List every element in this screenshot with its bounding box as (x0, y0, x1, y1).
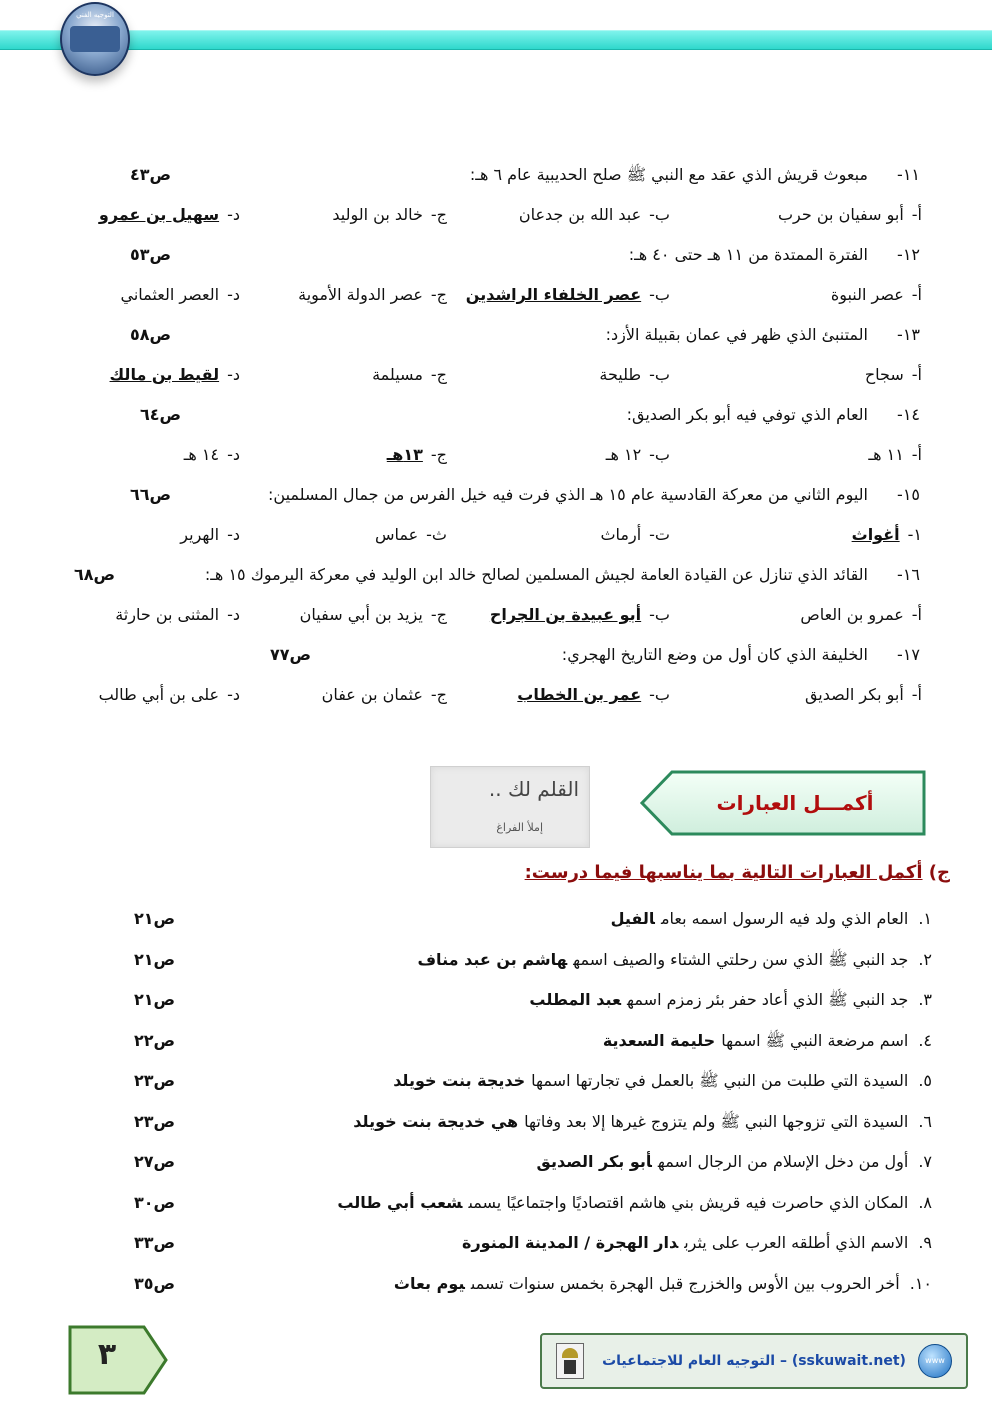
option-2[interactable] (490, 600, 670, 630)
pen-image (430, 766, 590, 848)
option-text: ١٣هـ (386, 445, 423, 464)
option-4[interactable] (120, 280, 240, 310)
option-label: د- (227, 605, 240, 624)
fill-item (90, 1269, 932, 1299)
option-text: عماس (374, 525, 419, 544)
fill-number: ٣. (918, 990, 932, 1009)
fill-number: ١. (918, 909, 932, 928)
option-2[interactable] (599, 360, 670, 390)
fill-number: ٤. (918, 1030, 932, 1050)
option-label: ب- (649, 685, 670, 704)
option-text: أبو عبيدة بن الجراح (489, 605, 642, 624)
option-label: د- (227, 285, 240, 304)
option-3[interactable] (332, 200, 447, 230)
option-text: عمرو بن العاص (800, 605, 904, 624)
option-2[interactable] (517, 680, 670, 710)
fill-page-ref: ص٢٧ (134, 1152, 176, 1171)
option-3[interactable] (322, 680, 447, 710)
fill-text: العام الذي ولد فيه الرسول اسمه بعام (660, 909, 909, 928)
option-text: على بن أبي طالب (98, 685, 220, 704)
option-label: ث- (426, 525, 447, 544)
option-label: ج- (430, 285, 447, 304)
section-heading: أكمل العبارات التالية بما يناسبها فيما درست: (524, 862, 923, 883)
fill-number: ٦. (918, 1111, 932, 1131)
fill-item (90, 1147, 932, 1177)
fill-text: جد النبي ﷺ الذي سن رحلتي الشتاء والصيف اسمه (573, 949, 909, 969)
complete-statements-banner (640, 770, 926, 836)
option-4[interactable] (184, 440, 240, 470)
fill-page-ref: ص٢١ (134, 909, 176, 928)
banner-title: أكمـــل العبارات (716, 791, 874, 815)
fill-number: ٨. (918, 1192, 932, 1212)
option-label: أ- (911, 685, 922, 704)
fill-number: ٥. (918, 1071, 932, 1090)
option-1[interactable] (831, 280, 922, 310)
globe-icon[interactable]: www (918, 1344, 952, 1378)
question-stem-row (70, 160, 920, 190)
question-options-row (0, 360, 992, 390)
fill-page-ref: ص٢٣ (134, 1071, 176, 1090)
option-2[interactable] (519, 200, 670, 230)
question-page-ref: ص٦٦ (130, 485, 172, 504)
option-label: د- (227, 445, 240, 464)
option-3[interactable] (298, 280, 447, 310)
fill-answer: أبو بكر الصديق (536, 1152, 652, 1171)
option-label: د- (227, 365, 240, 384)
fill-text: جد النبي ﷺ الذي أعاد حفر بئر زمزم اسمه (627, 990, 909, 1009)
option-1[interactable] (800, 600, 922, 630)
fill-answer: دار الهجرة / المدينة المنورة (462, 1233, 679, 1252)
question-options-row (0, 520, 992, 550)
fill-page-ref: ص٣٥ (134, 1273, 176, 1293)
option-label: ت- (649, 525, 670, 544)
fill-page-ref: ص٢٢ (134, 1030, 176, 1050)
fill-item (90, 1026, 932, 1056)
option-text: أبو بكر الصديق (804, 685, 904, 704)
fill-answer: شعب أبي طالب (337, 1192, 463, 1212)
fill-text: السيدة التي طلبت من النبي ﷺ بالعمل في تجارتها اسمها (531, 1071, 909, 1090)
option-label: د- (227, 525, 240, 544)
fill-number: ٧. (918, 1152, 932, 1171)
question-stem: الفترة الممتدة من ١١ هـ حتى ٤٠ هـ: (628, 245, 868, 264)
question-stem-row (70, 320, 920, 350)
option-text: لقيط بن مالك (109, 365, 220, 384)
section-title (525, 862, 950, 883)
option-text: عصر الدولة الأموية (298, 285, 423, 304)
question-options-row (0, 280, 992, 310)
question-options-row (0, 200, 992, 230)
option-text: أغواث (851, 525, 900, 544)
option-text: العصر العثماني (120, 285, 220, 304)
option-label: د- (227, 205, 240, 224)
page-number-box (68, 1325, 168, 1395)
section-label: ج) (928, 862, 950, 883)
option-label: ج- (430, 365, 447, 384)
option-text: خالد بن الوليد (332, 205, 423, 224)
option-text: ١٢ هـ (605, 445, 642, 464)
fill-item (90, 1188, 932, 1218)
question-stem: العام الذي توفي فيه أبو بكر الصديق: (626, 405, 868, 424)
question-number: ١٥- (897, 485, 920, 504)
question-options-row (0, 680, 992, 710)
option-text: ١٤ هـ (183, 445, 220, 464)
fill-item (90, 1228, 932, 1258)
fill-item (90, 1107, 932, 1137)
fill-page-ref: ص٣٠ (134, 1192, 176, 1212)
option-label: ب- (649, 605, 670, 624)
option-label: ج- (430, 445, 447, 464)
option-text: طليحة (599, 365, 642, 384)
option-1[interactable] (865, 360, 922, 390)
question-stem-row (70, 400, 920, 430)
option-3[interactable] (375, 520, 447, 550)
fill-item (90, 904, 932, 934)
option-text: أرماث (600, 525, 642, 544)
footer (540, 1333, 968, 1389)
question-stem: القائد الذي تنازل عن القيادة العامة لجيش المسلمين لصالح خالد ابن الوليد في معركة اليرموك ١٥ هـ: (204, 565, 868, 584)
question-stem-row (70, 480, 920, 510)
question-stem-row (70, 560, 920, 590)
option-text: مسيلمة (372, 365, 423, 384)
option-text: سهيل بن عمرو (98, 205, 220, 224)
option-4[interactable] (115, 600, 240, 630)
option-1[interactable] (778, 200, 922, 230)
fill-answer: خديجة بنت خويلد (393, 1071, 526, 1090)
option-2[interactable] (466, 280, 670, 310)
question-page-ref: ص٦٤ (140, 405, 182, 424)
ministry-logo (60, 2, 130, 76)
footer-text: (sskuwait.net) – التوجيه العام للاجتماعيات (602, 1353, 906, 1369)
option-4[interactable] (99, 200, 240, 230)
option-label: ج- (430, 205, 447, 224)
option-text: عصر الخلفاء الراشدين (465, 285, 642, 304)
question-stem: اليوم الثاني من معركة القادسية عام ١٥ هـ الذي فرت فيه خيل الفرس من جمال المسلمين: (268, 485, 868, 504)
question-page-ref: ص٥٨ (130, 325, 172, 344)
option-text: الهرير (180, 525, 220, 544)
fill-item (90, 1066, 932, 1096)
option-4[interactable] (180, 520, 240, 550)
question-stem: مبعوث قريش الذي عقد مع النبي ﷺ صلح الحديبية عام ٦ هـ: (469, 165, 868, 184)
question-options-row (0, 600, 992, 630)
fill-text: المكان الذي حاصرت فيه قريش بني هاشم اقتصاديًا واجتماعيًا يسمى (468, 1192, 909, 1212)
logo-caption: التوجيه الفني (76, 11, 114, 19)
option-text: عمر بن الخطاب (517, 685, 642, 704)
option-2[interactable] (600, 520, 670, 550)
option-label: أ- (911, 365, 922, 384)
question-number: ١٣- (897, 325, 920, 344)
option-label: ج- (430, 685, 447, 704)
fill-page-ref: ص٢١ (134, 949, 176, 969)
option-label: أ- (911, 205, 922, 224)
question-stem: المتنبئ الذي ظهر في عمان بقبيلة الأزد: (605, 325, 868, 344)
fill-answer: عبد المطلب (529, 990, 622, 1009)
header-bar (0, 30, 992, 50)
fill-number: ١٠. (909, 1273, 932, 1293)
option-4[interactable] (99, 680, 240, 710)
pen-image-subtext: إملأ الفراغ (496, 821, 543, 834)
fill-text: الاسم الذي أطلقه العرب على يثرب (684, 1233, 909, 1252)
option-3[interactable] (387, 440, 447, 470)
fill-number: ٢. (918, 949, 932, 969)
question-number: ١٢- (897, 245, 920, 264)
fill-answer: حليمة السعدية (602, 1030, 716, 1050)
option-text: عصر النبوة (830, 285, 904, 304)
fill-answer: هاشم بن عبد مناف (417, 949, 568, 969)
question-page-ref: ص٥٣ (130, 245, 172, 264)
fill-text: السيدة التي تزوجها النبي ﷺ ولم يتزوج غيرها إلا بعد وفاتها (524, 1111, 909, 1131)
logo-emblem (70, 26, 120, 52)
option-label: ب- (649, 445, 670, 464)
option-text: المثنى بن حارثة (115, 605, 220, 624)
option-2[interactable] (606, 440, 670, 470)
question-stem-row (70, 240, 920, 270)
option-text: سجاح (864, 365, 904, 384)
option-text: يزيد بن أبي سفيان (299, 605, 423, 624)
option-text: عبد الله بن جدعان (518, 205, 642, 224)
question-number: ١٦- (897, 565, 920, 584)
option-label: أ- (911, 285, 922, 304)
option-label: أ- (911, 605, 922, 624)
page-number: ٣ (97, 1337, 117, 1372)
fill-answer: الفيل (610, 909, 655, 928)
question-options-row (0, 440, 992, 470)
option-text: أبو سفيان بن حرب (777, 205, 904, 224)
fill-text: أخر الحروب بين الأوس والخزرج قبل الهجرة بخمس سنوات تسمى (470, 1273, 900, 1293)
option-label: ب- (649, 205, 670, 224)
option-1[interactable] (805, 680, 922, 710)
question-stem-row (70, 640, 920, 670)
fill-item (90, 945, 932, 975)
question-number: ١١- (897, 165, 920, 184)
option-label: د- (227, 685, 240, 704)
option-text: ١١ هـ (868, 445, 904, 464)
option-1[interactable] (852, 520, 922, 550)
mosque-icon (556, 1343, 584, 1379)
option-1[interactable] (868, 440, 922, 470)
option-text: عثمان بن عفان (321, 685, 423, 704)
question-number: ١٧- (897, 645, 920, 664)
option-label: ب- (649, 285, 670, 304)
option-4[interactable] (110, 360, 240, 390)
option-3[interactable] (300, 600, 447, 630)
option-label: ب- (649, 365, 670, 384)
fill-item (90, 985, 932, 1015)
fill-text: أول من دخل الإسلام من الرجال اسمه (657, 1152, 909, 1171)
fill-number: ٩. (918, 1233, 932, 1252)
option-label: ١- (907, 525, 922, 544)
fill-page-ref: ص٢١ (134, 990, 176, 1009)
question-number: ١٤- (897, 405, 920, 424)
question-page-ref: ص٦٨ (74, 565, 116, 584)
fill-answer: هي خديجة بنت خويلد (353, 1111, 519, 1131)
option-label: أ- (911, 445, 922, 464)
fill-text: اسم مرضعة النبي ﷺ اسمها (721, 1030, 909, 1050)
question-page-ref: ص٧٧ (270, 645, 312, 664)
option-3[interactable] (372, 360, 447, 390)
fill-answer: يوم بعاث (393, 1273, 465, 1293)
option-label: ج- (430, 605, 447, 624)
pen-image-text: القلم لك .. (488, 777, 579, 801)
fill-page-ref: ص٢٣ (134, 1111, 176, 1131)
question-page-ref: ص٤٣ (130, 165, 172, 184)
fill-page-ref: ص٣٣ (134, 1233, 176, 1252)
question-stem: الخليفة الذي كان أول من وضع التاريخ الهجري: (561, 645, 868, 664)
